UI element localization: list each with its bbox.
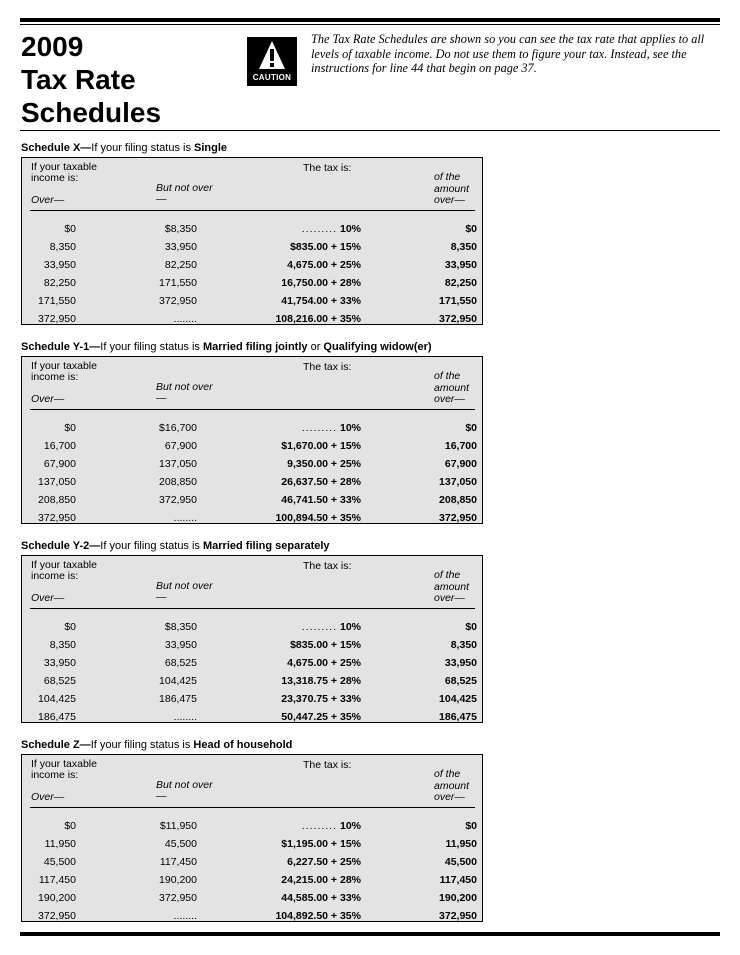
- cell-amount-over: 104,425: [439, 693, 477, 705]
- cell-over: 67,900: [43, 458, 76, 470]
- schedule-heading: [21, 739, 292, 751]
- col-header-but-not-over: But not over—: [156, 381, 213, 404]
- filing-status: Head of household: [193, 739, 293, 751]
- schedule-table: [21, 157, 483, 325]
- tax-value: 9,350.00 + 25%: [287, 458, 361, 470]
- cell-but-not-over: 45,500: [164, 838, 197, 850]
- cell-over: 33,950: [43, 259, 76, 271]
- cell-tax: [302, 817, 361, 835]
- cell-amount-over: 171,550: [439, 295, 477, 307]
- cell-amount-over: 372,950: [439, 313, 477, 325]
- col-header-taxable-income: If your taxable income is:: [31, 559, 97, 582]
- col-header-amount-over: of the amount over—: [434, 370, 470, 405]
- cell-tax: [287, 256, 361, 274]
- cell-over: 104,425: [38, 693, 76, 705]
- col-header-tax-is: The tax is:: [303, 162, 352, 174]
- col-header-but-not-over: But not over—: [156, 580, 213, 603]
- table-row: [22, 654, 482, 672]
- schedule-prefix: If your filing status is: [91, 142, 195, 154]
- table-row: [22, 871, 482, 889]
- cell-but-not-over: 104,425: [159, 675, 197, 687]
- table-row: [22, 835, 482, 853]
- schedule-prefix: If your filing status is: [90, 739, 194, 751]
- cell-tax: [302, 419, 361, 437]
- cell-tax: [275, 907, 361, 925]
- cell-but-not-over: ........: [173, 711, 197, 723]
- col-header-over: Over—: [31, 393, 65, 405]
- leader-dots: .........: [301, 820, 338, 832]
- cell-amount-over: 8,350: [450, 241, 477, 253]
- cell-tax: [281, 708, 361, 726]
- title-line-year: 2009: [21, 31, 84, 62]
- tax-value: 108,216.00 + 35%: [275, 313, 361, 325]
- cell-tax: [281, 871, 361, 889]
- table-row: [22, 817, 482, 835]
- tax-value: 24,215.00 + 28%: [281, 874, 361, 886]
- table-row: [22, 672, 482, 690]
- filing-status-2: Qualifying widow(er): [323, 341, 432, 353]
- cell-but-not-over: $16,700: [159, 422, 197, 434]
- cell-amount-over: 67,900: [444, 458, 477, 470]
- cell-amount-over: 45,500: [444, 856, 477, 868]
- tax-value: 13,318.75 + 28%: [281, 675, 361, 687]
- table-row: [22, 437, 482, 455]
- cell-but-not-over: 33,950: [164, 241, 197, 253]
- header-divider: [30, 608, 475, 609]
- cell-tax: [281, 437, 361, 455]
- header-rule: [20, 130, 720, 131]
- cell-but-not-over: 186,475: [159, 693, 197, 705]
- cell-but-not-over: 208,850: [159, 476, 197, 488]
- cell-amount-over: 82,250: [444, 277, 477, 289]
- col-header-but-not-over: But not over—: [156, 779, 213, 802]
- cell-amount-over: 190,200: [439, 892, 477, 904]
- table-row: [22, 690, 482, 708]
- table-row: [22, 636, 482, 654]
- tax-value: 50,447.25 + 35%: [281, 711, 361, 723]
- col-header-over: Over—: [31, 791, 65, 803]
- cell-but-not-over: 190,200: [159, 874, 197, 886]
- tax-value: $835.00 + 15%: [290, 639, 361, 651]
- filing-status: Single: [194, 142, 228, 154]
- cell-amount-over: 186,475: [439, 711, 477, 723]
- table-row: [22, 419, 482, 437]
- cell-amount-over: 137,050: [439, 476, 477, 488]
- top-border-thin: [20, 24, 720, 25]
- cell-but-not-over: $11,950: [159, 820, 197, 832]
- intro-text: The Tax Rate Schedules are shown so you can see the tax rate that applies to all levels of taxable income. Do not use them to figure your tax. Instead, see the instructions for line 44 that begin on page 37.: [311, 32, 705, 75]
- cell-tax: [281, 889, 361, 907]
- cell-but-not-over: 372,950: [159, 892, 197, 904]
- tax-value: 4,675.00 + 25%: [287, 657, 361, 669]
- cell-but-not-over: $8,350: [164, 223, 197, 235]
- cell-tax: [290, 636, 361, 654]
- cell-amount-over: 33,950: [444, 657, 477, 669]
- cell-but-not-over: 33,950: [164, 639, 197, 651]
- cell-tax: [275, 509, 361, 527]
- cell-but-not-over: ........: [173, 313, 197, 325]
- schedule-name: Schedule Y-2—: [21, 540, 101, 552]
- cell-but-not-over: 67,900: [164, 440, 197, 452]
- title-line-2: Tax Rate: [21, 64, 136, 95]
- schedule-table: [21, 356, 483, 524]
- cell-tax: [302, 618, 361, 636]
- title-line-3: Schedules: [21, 97, 162, 128]
- cell-amount-over: $0: [465, 820, 477, 832]
- table-row: [22, 220, 482, 238]
- tax-value: 6,227.50 + 25%: [287, 856, 361, 868]
- cell-tax: [290, 238, 361, 256]
- tax-value: 16,750.00 + 28%: [281, 277, 361, 289]
- cell-amount-over: $0: [465, 422, 477, 434]
- cell-tax: [287, 853, 361, 871]
- table-row: [22, 889, 482, 907]
- table-row: [22, 618, 482, 636]
- leader-dots: .........: [301, 621, 338, 633]
- col-header-over: Over—: [31, 592, 65, 604]
- schedule-name: Schedule Y-1—: [21, 341, 101, 353]
- cell-amount-over: 11,950: [445, 838, 477, 850]
- cell-but-not-over: 372,950: [159, 494, 197, 506]
- cell-tax: [281, 835, 361, 853]
- cell-over: 190,200: [38, 892, 76, 904]
- schedule-table: [21, 555, 483, 723]
- filing-status: Married filing jointly: [203, 341, 308, 353]
- cell-but-not-over: $8,350: [164, 621, 197, 633]
- page-title: [21, 30, 161, 129]
- col-header-over: Over—: [31, 194, 65, 206]
- header-divider: [30, 807, 475, 808]
- cell-over: 11,950: [44, 838, 76, 850]
- cell-over: 82,250: [43, 277, 76, 289]
- cell-over: 372,950: [38, 910, 76, 922]
- table-row: [22, 491, 482, 509]
- tax-value: 26,637.50 + 28%: [281, 476, 361, 488]
- cell-but-not-over: ........: [173, 910, 197, 922]
- table-row: [22, 274, 482, 292]
- cell-but-not-over: 82,250: [164, 259, 197, 271]
- cell-tax: [281, 672, 361, 690]
- cell-but-not-over: 372,950: [159, 295, 197, 307]
- cell-amount-over: $0: [465, 621, 477, 633]
- header-divider: [30, 210, 475, 211]
- cell-over: 117,450: [38, 874, 76, 886]
- tax-value: 23,370.75 + 33%: [281, 693, 361, 705]
- schedule-heading: [21, 142, 227, 154]
- header-divider: [30, 409, 475, 410]
- schedule-heading: [21, 540, 330, 552]
- cell-over: $0: [64, 621, 76, 633]
- warning-triangle-icon: [258, 39, 286, 71]
- cell-amount-over: 33,950: [444, 259, 477, 271]
- schedule-heading: [21, 341, 432, 353]
- top-border-thick: [20, 18, 720, 22]
- tax-value: 4,675.00 + 25%: [287, 259, 361, 271]
- table-row: [22, 310, 482, 328]
- col-header-amount-over: of the amount over—: [434, 171, 470, 206]
- bottom-border: [20, 932, 720, 936]
- cell-amount-over: $0: [465, 223, 477, 235]
- cell-tax: [302, 220, 361, 238]
- col-header-taxable-income: If your taxable income is:: [31, 360, 97, 383]
- schedule-name: Schedule X—: [21, 142, 92, 154]
- leader-dots: .........: [301, 422, 338, 434]
- status-connector: or: [307, 341, 324, 353]
- tax-value: 100,894.50 + 35%: [275, 512, 361, 524]
- table-row: [22, 292, 482, 310]
- tax-value: 10%: [339, 223, 361, 235]
- schedule-name: Schedule Z—: [21, 739, 91, 751]
- cell-over: 171,550: [38, 295, 76, 307]
- col-header-tax-is: The tax is:: [303, 759, 352, 771]
- cell-but-not-over: ........: [173, 512, 197, 524]
- cell-over: 208,850: [38, 494, 76, 506]
- cell-over: 45,500: [43, 856, 76, 868]
- cell-over: 8,350: [49, 639, 76, 651]
- tax-value: 44,585.00 + 33%: [281, 892, 361, 904]
- tax-value: 10%: [339, 621, 361, 633]
- cell-but-not-over: 137,050: [159, 458, 197, 470]
- cell-amount-over: 117,450: [439, 874, 477, 886]
- col-header-amount-over: of the amount over—: [434, 569, 470, 604]
- cell-tax: [281, 491, 361, 509]
- tax-value: 10%: [339, 820, 361, 832]
- schedule-prefix: If your filing status is: [100, 540, 203, 552]
- table-row: [22, 238, 482, 256]
- cell-amount-over: 16,700: [444, 440, 477, 452]
- cell-over: 8,350: [49, 241, 76, 253]
- cell-tax: [287, 654, 361, 672]
- cell-amount-over: 8,350: [450, 639, 477, 651]
- cell-but-not-over: 68,525: [164, 657, 197, 669]
- col-header-tax-is: The tax is:: [303, 560, 352, 572]
- caution-label: CAUTION: [252, 73, 292, 82]
- cell-over: 33,950: [43, 657, 76, 669]
- schedule-prefix: If your filing status is: [100, 341, 203, 353]
- tax-value: $1,195.00 + 15%: [281, 838, 361, 850]
- cell-tax: [275, 310, 361, 328]
- cell-but-not-over: 117,450: [159, 856, 197, 868]
- col-header-but-not-over: But not over—: [156, 182, 213, 205]
- table-row: [22, 509, 482, 527]
- table-row: [22, 455, 482, 473]
- cell-over: $0: [64, 223, 76, 235]
- tax-value: 104,892.50 + 35%: [275, 910, 361, 922]
- caution-icon: [247, 37, 297, 86]
- cell-amount-over: 208,850: [439, 494, 477, 506]
- col-header-amount-over: of the amount over—: [434, 768, 470, 803]
- cell-over: 68,525: [43, 675, 76, 687]
- tax-value: $835.00 + 15%: [290, 241, 361, 253]
- table-row: [22, 256, 482, 274]
- cell-amount-over: 372,950: [439, 910, 477, 922]
- cell-amount-over: 68,525: [444, 675, 477, 687]
- cell-over: $0: [64, 820, 76, 832]
- leader-dots: .........: [301, 223, 338, 235]
- tax-value: 10%: [339, 422, 361, 434]
- cell-tax: [281, 292, 361, 310]
- cell-over: 186,475: [38, 711, 76, 723]
- cell-over: $0: [64, 422, 76, 434]
- cell-but-not-over: 171,550: [159, 277, 197, 289]
- table-row: [22, 473, 482, 491]
- cell-tax: [281, 690, 361, 708]
- filing-status: Married filing separately: [203, 540, 330, 552]
- cell-tax: [281, 274, 361, 292]
- schedule-table: [21, 754, 483, 922]
- cell-over: 372,950: [38, 313, 76, 325]
- tax-value: $1,670.00 + 15%: [281, 440, 361, 452]
- col-header-tax-is: The tax is:: [303, 361, 352, 373]
- col-header-taxable-income: If your taxable income is:: [31, 758, 97, 781]
- tax-value: 46,741.50 + 33%: [281, 494, 361, 506]
- table-row: [22, 907, 482, 925]
- table-row: [22, 708, 482, 726]
- cell-tax: [287, 455, 361, 473]
- col-header-taxable-income: If your taxable income is:: [31, 161, 97, 184]
- cell-tax: [281, 473, 361, 491]
- cell-over: 16,700: [43, 440, 76, 452]
- cell-over: 372,950: [38, 512, 76, 524]
- table-row: [22, 853, 482, 871]
- cell-amount-over: 372,950: [439, 512, 477, 524]
- tax-value: 41,754.00 + 33%: [281, 295, 361, 307]
- cell-over: 137,050: [38, 476, 76, 488]
